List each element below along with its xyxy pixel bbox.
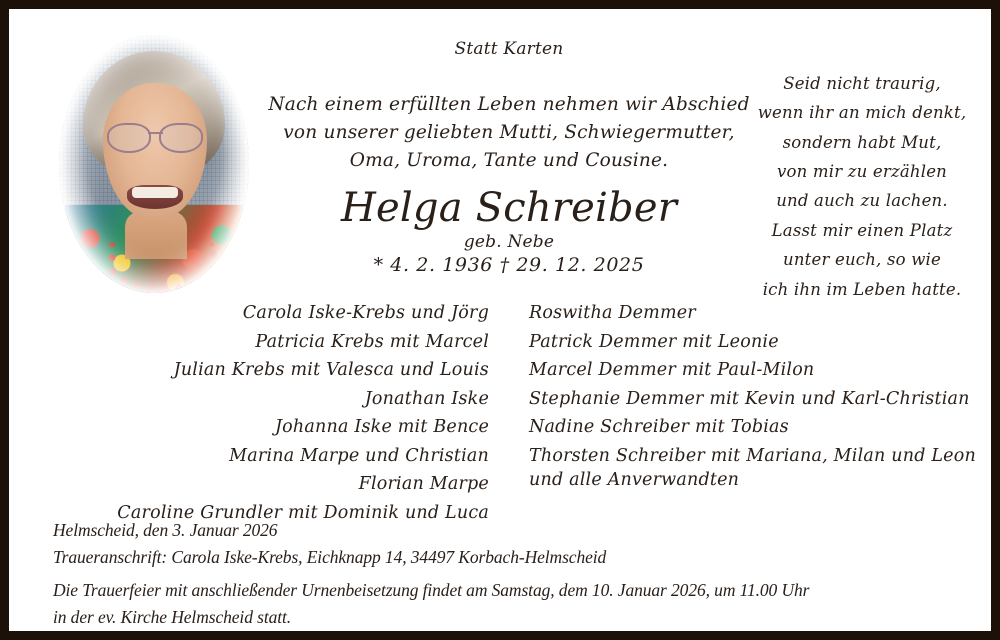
deceased-dates: * 4. 2. 1936 † 29. 12. 2025 [373,254,645,276]
mourner-name: Roswitha Demmer [529,303,696,323]
deceased-name: Helga Schreiber [340,185,678,231]
poem-line-1: Seid nicht traurig, [783,74,941,93]
mourner-name: Stephanie Demmer mit Kevin und Karl-Christian [529,388,970,409]
footer-mourning-address: Traueranschrift: Carola Iske-Krebs, Eichknapp 14, 34497 Korbach-Helmscheid [53,546,607,567]
mourner-name: Caroline Grundler mit Dominik und Luca [117,502,489,523]
poem-line-8: ich ihn im Leben hatte. [762,279,962,299]
poem-line-7: unter euch, so wie [783,250,941,270]
mourners-section [9,299,991,523]
poem-line-4: von mir zu erzählen [776,162,948,182]
poem-line-2: wenn ihr an mich denkt, [757,103,967,123]
relatives-note: und alle Anverwandten [529,470,740,490]
mourners-column-right [529,299,979,470]
mourner-name: Johanna Iske mit Bence [274,417,489,438]
footer-service-line-1: Die Trauerfeier mit anschließender Urnenbeisetzung findet am Samstag, dem 10. Januar 2026, um 11.00 Uhr [53,580,810,600]
glasses-right-lens [159,123,203,153]
mourner-name: Nadine Schreiber mit Tobias [529,417,789,438]
portrait-photo [59,35,249,293]
obituary-inner [9,9,991,631]
mourner-name: Florian Marpe [358,474,489,495]
poem-line-6: Lasst mir einen Platz [771,220,953,240]
mourners-column-left [39,299,489,527]
mourner-name: Carola Iske-Krebs und Jörg [242,303,489,323]
mourner-name: Thorsten Schreiber mit Mariana, Milan und Leon [529,445,976,466]
memorial-poem [747,69,977,304]
intro-text [249,91,769,175]
intro-line-2: von unserer geliebten Mutti, Schwiegermutter, [283,122,735,144]
intro-line-1: Nach einem erfüllten Leben nehmen wir Abschied [268,94,750,115]
mourner-name: Julian Krebs mit Valesca und Louis [173,360,489,381]
footer-address-block [53,517,606,570]
poem-line-3: sondern habt Mut, [782,132,942,152]
statt-karten-line: Statt Karten [454,39,564,59]
mourner-name: Patricia Krebs mit Marcel [255,331,489,352]
mourner-name: Jonathan Iske [364,388,489,409]
mourner-name: Marina Marpe und Christian [229,445,489,466]
poem-line-5: und auch zu lachen. [776,191,948,211]
mourner-name: Patrick Demmer mit Leonie [529,331,779,352]
footer-service-block [53,577,961,630]
mourner-name: Marcel Demmer mit Paul-Milon [529,360,815,381]
glasses-left-lens [107,123,151,153]
portrait-oval [59,35,249,293]
glasses-bridge [148,132,163,134]
footer-service-line-2: in der ev. Kirche Helmscheid statt. [53,606,292,627]
footer-place-date: Helmscheid, den 3. Januar 2026 [53,520,278,540]
deceased-maiden-name: geb. Nebe [463,232,555,252]
portrait-smile [127,185,183,209]
portrait-glasses [105,123,205,151]
portrait-necklace [109,243,217,292]
intro-line-3: Oma, Uroma, Tante und Cousine. [349,150,669,172]
